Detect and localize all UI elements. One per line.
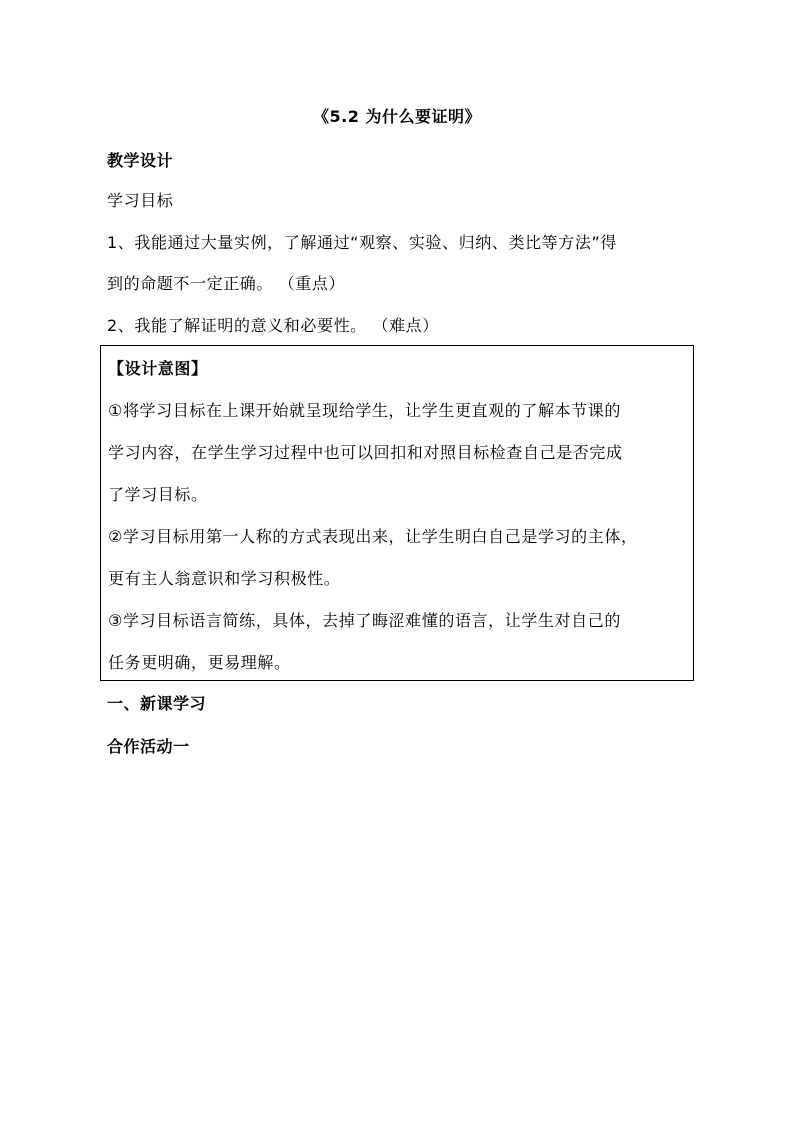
design-intent-line: 任务更明确，更易理解。 [108, 653, 291, 672]
document-title: 《5.2 为什么要证明》 [313, 107, 481, 126]
activity-heading: 合作活动一 [107, 737, 190, 756]
goal-1-line-2: 到的命题不一定正确。 （重点） [107, 274, 346, 293]
design-intent-line: ②学习目标用第一人称的方式表现出来，让学生明白自己是学习的主体， [108, 527, 638, 546]
section-heading-new-lesson: 一、新课学习 [107, 694, 207, 713]
design-intent-box [100, 345, 694, 681]
design-intent-line: 更有主人翁意识和学习积极性。 [108, 569, 341, 588]
design-intent-line: 学习内容，在学生学习过程中也可以回扣和对照目标检查自己是否完成 [108, 443, 623, 462]
goal-1-line-1: 1、我能通过大量实例，了解通过“观察、实验、归纳、类比等方法”得 [107, 233, 617, 252]
design-intent-line: 了学习目标。 [108, 485, 208, 504]
design-intent-line: ③学习目标语言简练，具体，去掉了晦涩难懂的语言，让学生对自己的 [108, 611, 621, 630]
learning-goals-label: 学习目标 [107, 191, 174, 210]
goal-2: 2、我能了解证明的意义和必要性。 （难点） [107, 316, 439, 335]
design-intent-line: ①将学习目标在上课开始就呈现给学生，让学生更直观的了解本节课的 [108, 401, 621, 420]
section-heading-teaching-design: 教学设计 [107, 151, 174, 170]
design-intent-heading: 【设计意图】 [108, 359, 208, 378]
